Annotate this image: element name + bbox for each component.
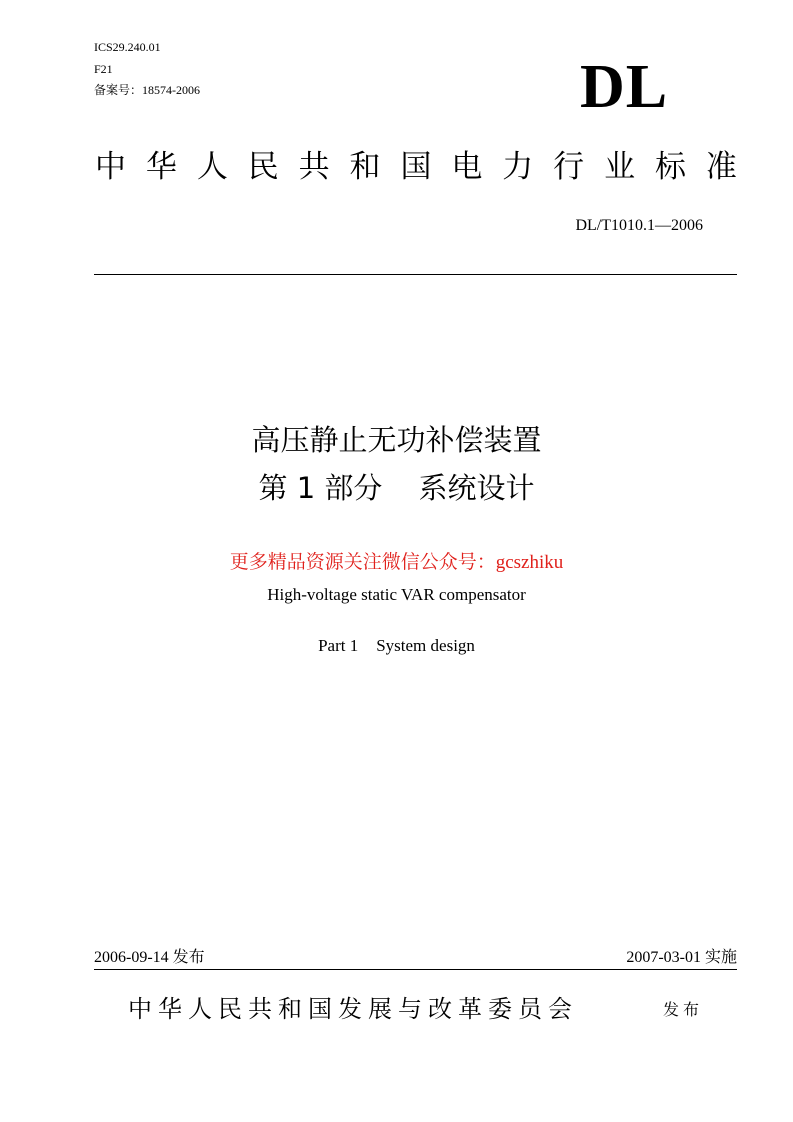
standard-code: DL/T1010.1—2006 (575, 217, 703, 234)
part-name-en: System design (376, 636, 475, 655)
part-name-cn: 系统设计 (418, 471, 535, 505)
ics-code: ICS29.240.01 (94, 40, 161, 54)
document-part-title-cn (0, 468, 793, 508)
publish-label: 发布 (663, 1000, 704, 1019)
publisher-name: 中华人民共和国发展与改革委员会 (128, 995, 578, 1023)
standard-title-char: 共 (298, 149, 330, 185)
classification-code: F21 (94, 62, 113, 76)
issue-date: 2006-09-14 发布 (94, 949, 205, 966)
standard-title-char: 标 (654, 149, 686, 185)
document-title-cn: 高压静止无功补偿装置 (251, 423, 542, 457)
part-number-en: Part 1 (318, 636, 359, 655)
dl-logo: DL (580, 53, 669, 121)
top-divider (94, 274, 737, 275)
standard-title-char: 民 (247, 149, 279, 185)
standard-title-char: 业 (604, 149, 636, 185)
record-number: 备案号：18574-2006 (94, 83, 200, 97)
standard-title-char: 准 (705, 149, 737, 185)
document-part-title-en (0, 635, 793, 657)
document-title-en: High-voltage static VAR compensator (267, 585, 526, 604)
standard-title-char: 人 (196, 149, 228, 185)
standard-title-char: 和 (349, 149, 381, 185)
promo-text: 更多精品资源关注微信公众号：gcszhiku (229, 552, 564, 573)
standard-title (95, 146, 737, 188)
standard-title-char: 电 (451, 149, 483, 185)
standard-title-char: 国 (400, 149, 432, 185)
bottom-divider (94, 969, 737, 970)
standard-title-char: 中 (95, 149, 126, 185)
part-number-cn: 第 1 部分 (258, 471, 383, 505)
standard-title-char: 行 (553, 149, 585, 185)
standard-title-char: 力 (502, 149, 534, 185)
standard-title-char: 华 (145, 149, 177, 185)
implementation-date: 2007-03-01 实施 (626, 949, 737, 966)
